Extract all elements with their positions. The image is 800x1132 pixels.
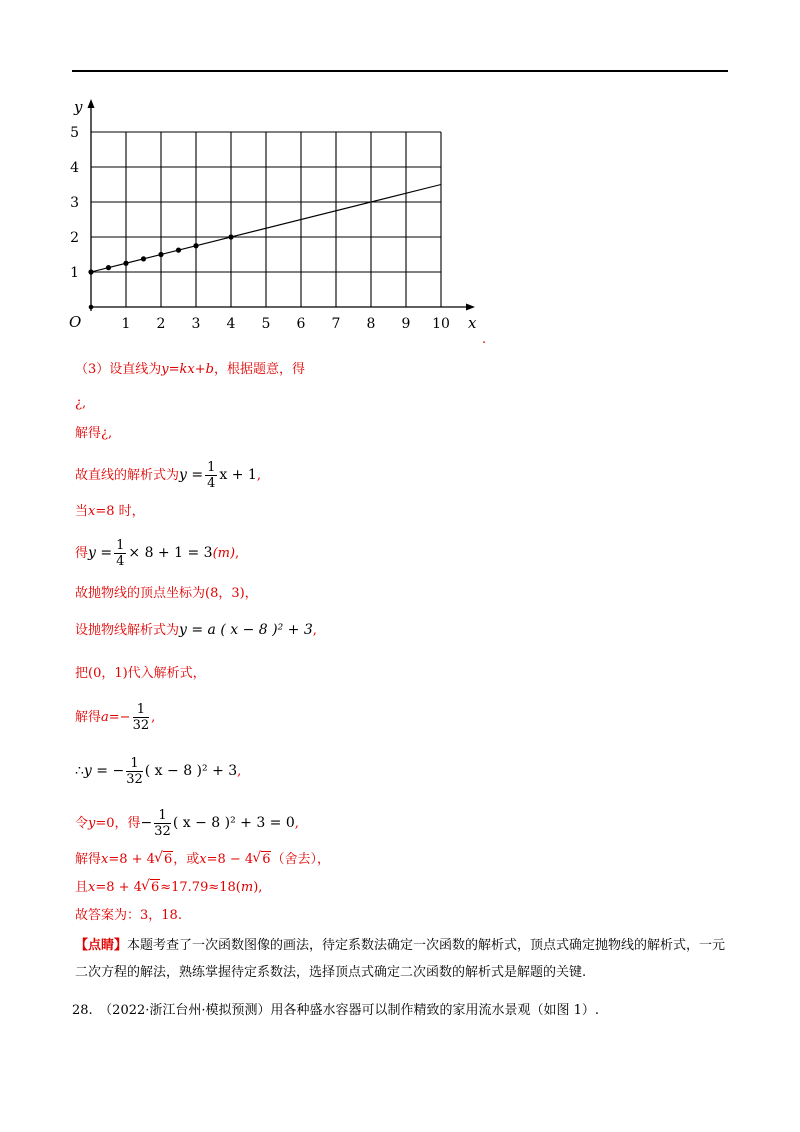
data-point <box>228 234 233 239</box>
header-rule <box>72 70 728 72</box>
line13-prefix: 解得 <box>75 852 102 867</box>
line4-y: y = <box>179 467 204 483</box>
line4-end: , <box>256 468 261 483</box>
fraction-1-32b <box>126 756 143 787</box>
line14-prefix: 且 <box>75 880 89 895</box>
solution-line-14 <box>75 878 262 898</box>
line6-unit: (m) <box>212 546 236 561</box>
line12-neg: − <box>140 815 153 831</box>
line12-mid: =0，得 <box>95 816 141 831</box>
x-tick-label: 5 <box>261 316 271 332</box>
line5-prefix: 当 <box>75 504 89 519</box>
solution-line-13 <box>75 850 330 870</box>
therefore-sign: ∴ <box>75 763 84 779</box>
fraction-num: 1 <box>154 808 171 824</box>
fraction-num: 1 <box>116 538 125 553</box>
fraction-den: 32 <box>154 824 171 839</box>
line5-suffix: =8 时， <box>95 504 145 519</box>
y-tick-label: 2 <box>70 230 79 246</box>
fraction-1-32c <box>154 808 171 839</box>
origin-point <box>89 305 94 310</box>
solution-line-4 <box>75 460 261 491</box>
x-axis-label: x <box>468 314 477 332</box>
fraction-den: 4 <box>207 476 216 491</box>
solution-line-3: 解得¿, <box>75 426 113 441</box>
line13-discard: （舍去）， <box>271 852 330 867</box>
line1-eq: y=kx+b <box>161 362 214 377</box>
data-point <box>123 261 128 266</box>
solution-line-5 <box>75 502 145 522</box>
fraction-1-4b <box>114 538 126 569</box>
line14-eq: =8 + 4 <box>95 880 142 895</box>
line5-var: x <box>88 504 96 519</box>
line12-var: y <box>88 816 96 831</box>
fraction-num: 1 <box>133 702 150 718</box>
line8-math: y = a ( x − 8 )² + 3 <box>179 622 313 638</box>
coordinate-graph <box>60 92 490 352</box>
line13-eq2: =8 − 4 <box>206 852 254 867</box>
line4-rest: x + 1 <box>219 467 257 483</box>
y-tick-label: 1 <box>70 265 79 281</box>
line6-y: y = <box>88 545 113 561</box>
x-tick-label: 7 <box>331 316 341 332</box>
solution-line-8 <box>75 620 317 641</box>
x-tick-label: 1 <box>121 316 131 332</box>
line13-var: x <box>101 852 109 867</box>
fraction-den: 32 <box>132 718 150 733</box>
data-point <box>106 265 111 270</box>
x-tick-label: 4 <box>226 316 236 332</box>
solution-line-10 <box>75 702 155 733</box>
line12-rest: ( x − 8 )² + 3 = 0 <box>172 815 295 831</box>
data-point <box>193 243 198 248</box>
radicand: 6 <box>150 880 160 895</box>
x-tick-label: 2 <box>156 316 166 332</box>
line13-or: ，或 <box>173 852 200 867</box>
x-tick-label: 10 <box>432 316 450 332</box>
line13-var2: x <box>199 852 207 867</box>
x-tick-label: 3 <box>191 316 201 332</box>
solution-line-7: 故抛物线的顶点坐标为(8，3)， <box>75 586 258 601</box>
x-tick-label: 9 <box>401 316 411 332</box>
data-point <box>141 256 146 261</box>
fraction-1-4 <box>205 460 217 491</box>
line14-end: ), <box>253 880 263 895</box>
fraction-num: 1 <box>207 460 216 475</box>
sqrt-6c <box>142 878 160 898</box>
line10-end: , <box>151 710 156 725</box>
line1-suffix: ，根据题意，得 <box>213 362 305 377</box>
line1-prefix: （3）设直线为 <box>75 362 162 377</box>
fraction-1-32 <box>133 702 150 733</box>
comment-text: 本题考查了一次函数图像的画法，待定系数法确定一次函数的解析式，顶点式确定抛物线的解析式，一元二次方程的解法，熟练掌握待定系数法，选择顶点式确定二次函数的解析式是解题的关键. <box>75 938 726 980</box>
radicand: 6 <box>262 852 271 867</box>
solution-line-12 <box>75 808 299 839</box>
line8-prefix: 设抛物线解析式为 <box>75 623 180 638</box>
x-tick-label: 6 <box>296 316 306 332</box>
line10-prefix: 解得 <box>75 710 102 725</box>
fraction-den: 4 <box>116 554 125 569</box>
y-axis-arrow <box>88 99 95 108</box>
next-question: 28. （2022·浙江台州·模拟预测）用各种盛水容器可以制作精致的家用流水景观（如图 1）. <box>72 1003 600 1018</box>
line12-prefix: 令 <box>75 816 89 831</box>
x-tick-label: 8 <box>366 316 376 332</box>
line11-end: , <box>237 764 242 779</box>
radicand: 6 <box>163 852 173 867</box>
origin-label: O <box>69 313 82 331</box>
line14-unit: m <box>240 880 254 895</box>
line11-y: y = − <box>83 763 125 779</box>
comment-paragraph <box>75 932 735 986</box>
line10-var: a <box>101 710 109 725</box>
line8-end: , <box>312 623 317 638</box>
fraction-den: 32 <box>126 772 143 787</box>
x-axis-arrow <box>466 304 475 311</box>
data-point <box>158 252 163 257</box>
sqrt-6 <box>155 850 173 870</box>
line13-eq: =8 + 4 <box>108 852 155 867</box>
y-tick-label: 5 <box>70 125 79 141</box>
line6-end: , <box>235 546 240 561</box>
sqrt-6b <box>253 850 271 870</box>
y-tick-label: 4 <box>70 160 79 176</box>
solution-line-2: ¿, <box>75 396 87 411</box>
fraction-num: 1 <box>126 756 143 772</box>
line11-rest: ( x − 8 )² + 3 <box>144 763 238 779</box>
dot-mark: . <box>482 332 487 347</box>
line12-end: , <box>294 816 299 831</box>
line14-approx: ≈17.79≈18( <box>160 880 241 895</box>
solution-line-9: 把(0，1)代入解析式， <box>75 666 206 681</box>
line6-prefix: 得 <box>75 546 89 561</box>
solution-line-6 <box>75 538 239 569</box>
solution-line-1 <box>75 360 305 380</box>
line6-rest: × 8 + 1 = 3 <box>128 545 213 561</box>
line4-prefix: 故直线的解析式为 <box>75 468 180 483</box>
data-point <box>176 248 181 253</box>
comment-tag: 【点睛】 <box>75 938 128 953</box>
solution-line-11 <box>75 756 241 787</box>
solution-line-15: 故答案为：3，18. <box>75 908 182 923</box>
data-point <box>88 269 93 274</box>
y-axis-label: y <box>74 98 83 116</box>
line10-eq: =− <box>108 710 131 725</box>
line14-var: x <box>88 880 96 895</box>
y-tick-label: 3 <box>70 195 79 211</box>
